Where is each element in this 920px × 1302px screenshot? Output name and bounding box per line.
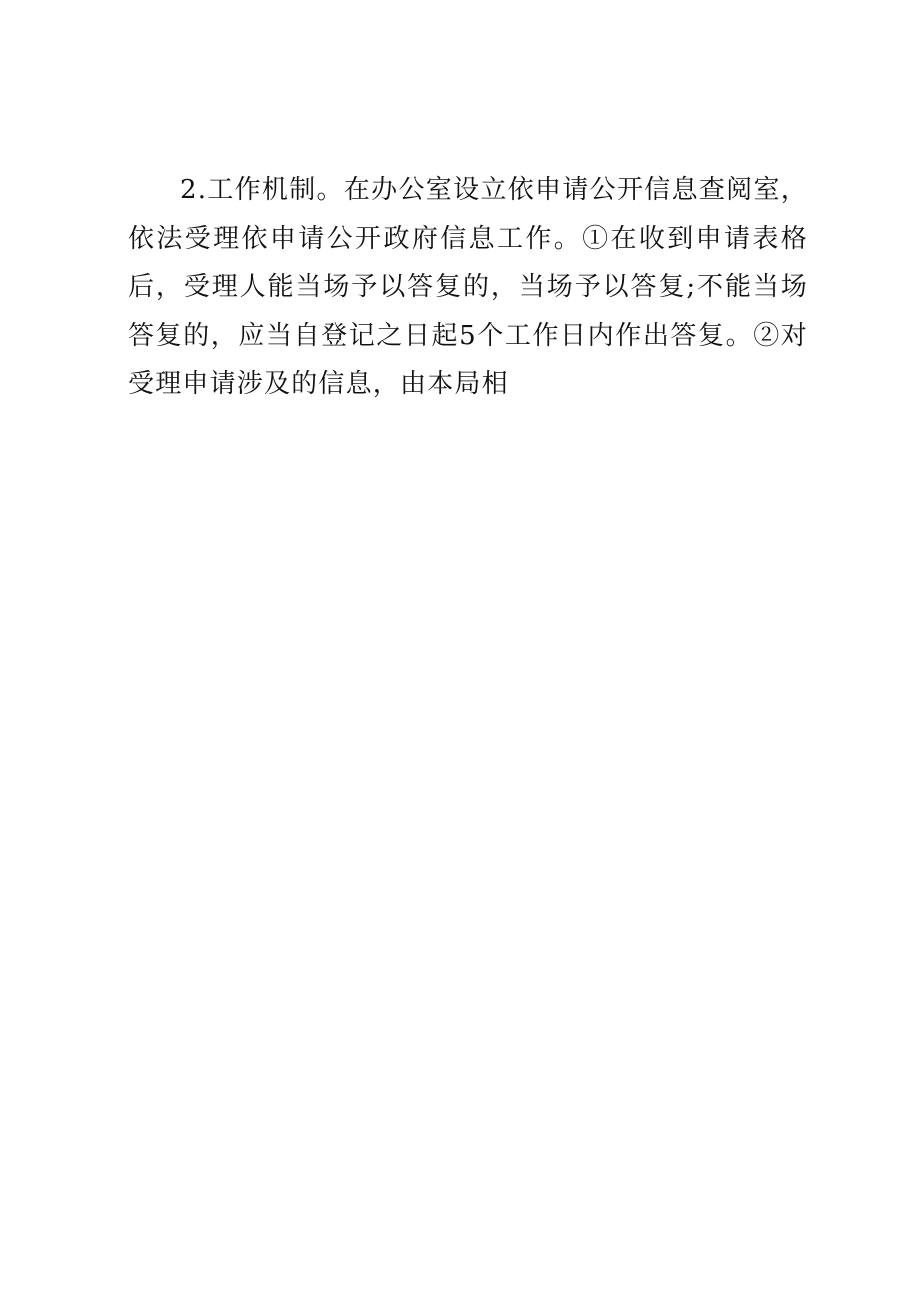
document-body bbox=[128, 166, 808, 409]
paragraph-work-mechanism: 2.工作机制。在办公室设立依申请公开信息查阅室，依法受理依申请公开政府信息工作。①在收到申请表格后，受理人能当场予以答复的，当场予以答复;不能当场答复的，应当自登记之日起5个工作日内作出答复。②对受理申请涉及的信息，由本局相 bbox=[128, 175, 808, 399]
